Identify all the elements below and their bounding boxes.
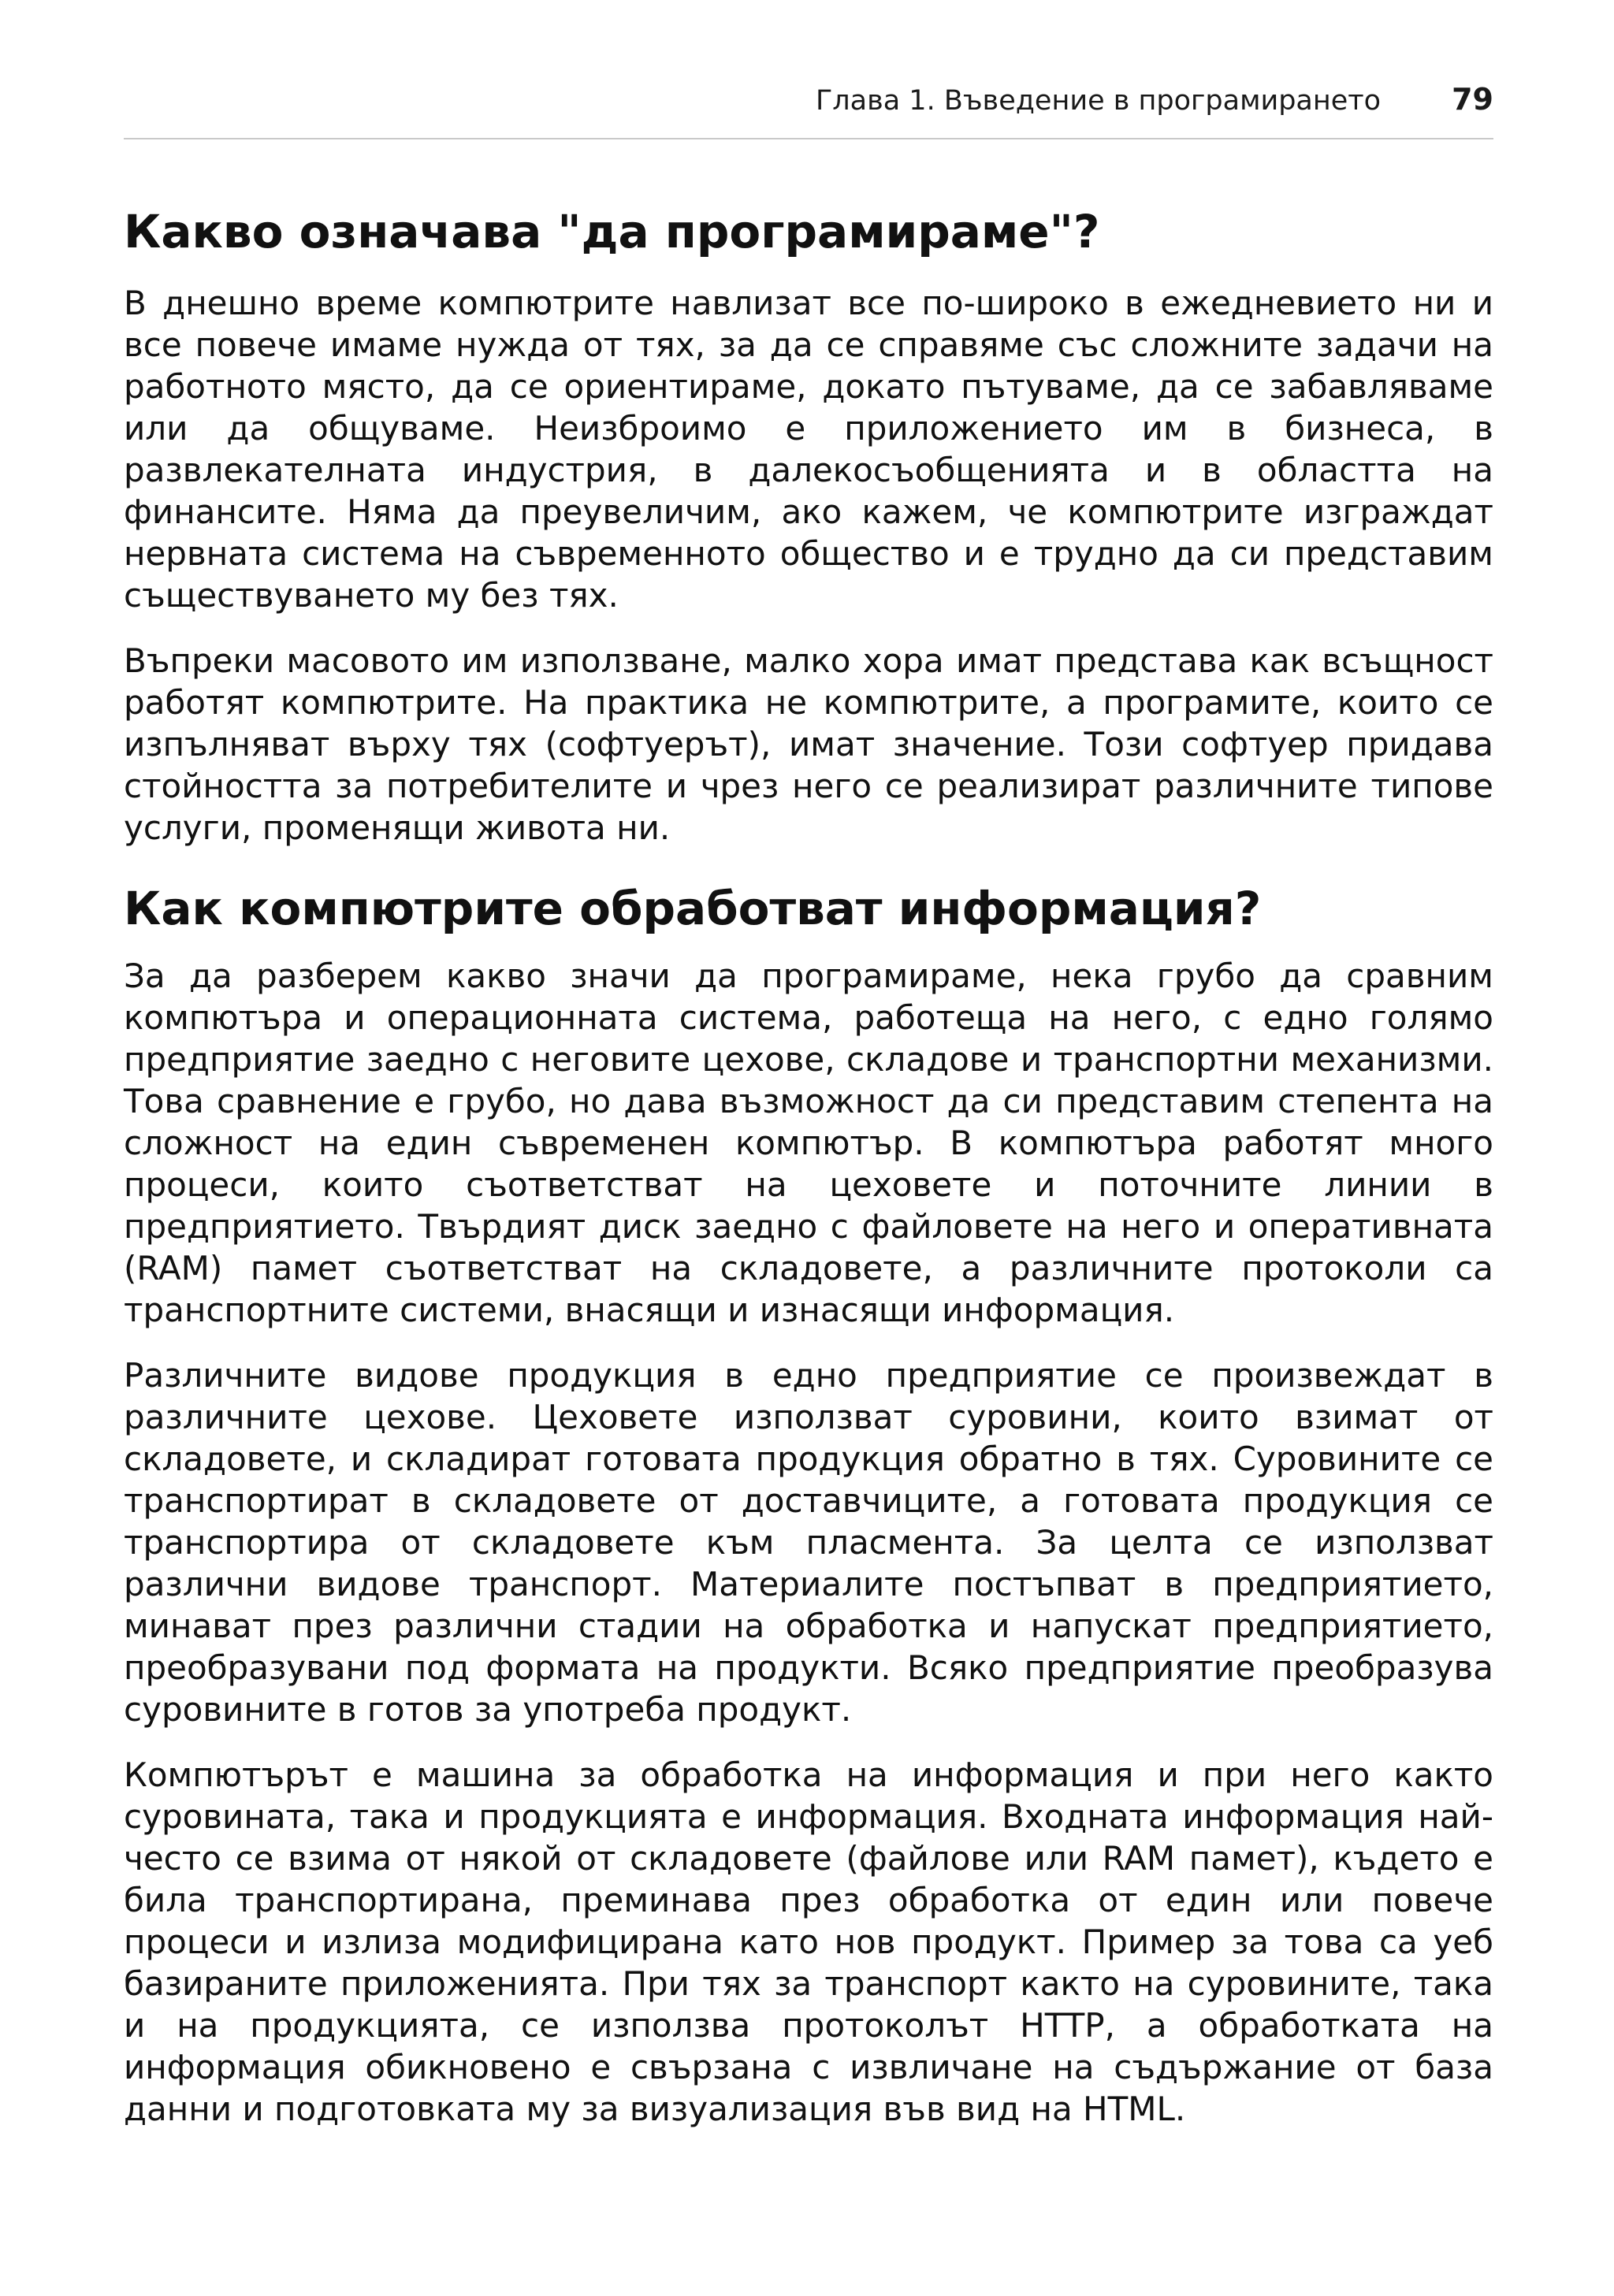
page-content bbox=[124, 205, 1493, 2153]
paragraph: Компютърът е машина за обработка на информация и при него както суровината, така и продукцията е информация. Входната информация най-често се взима от някой от складовете (файлове или RAM памет), където е била транспортирана, преминава през обработка от един или повече процеси и излиза модифицирана като нов продукт. Пример за това са уеб базираните приложенията. При тях за транспорт както на суровините, така и на продукцията, се използва протоколът HTTP, а обработката на информация обикновено е свързана с извличане на съдържание от база данни и подготовката му за визуализация във вид на HTML. bbox=[124, 1755, 1493, 2129]
section-heading-how-computers-process: Как компютрите обработват информация? bbox=[124, 881, 1262, 935]
header-divider bbox=[124, 138, 1493, 139]
paragraph: Различните видове продукция в едно предприятие се произвеждат в различните цехове. Цеховете използват суровини, които взимат от складовете, и складират готовата продукция обратно в тях. Суровините се транспортират в складовете от доставчиците, а готовата продукция се транспортира от складовете към пласмента. За целта се използват различни видове транспорт. Материалите постъпват в предприятието, минават през различни стадии на обработка и напускат предприятието, преобразувани под формата на продукти. Всяко предприятие преобразува суровините в готов за употреба продукт. bbox=[124, 1356, 1493, 1729]
section-heading-what-is-programming: Какво означава "да програмираме"? bbox=[124, 205, 1100, 258]
page-number: 79 bbox=[1452, 82, 1493, 117]
running-header bbox=[124, 82, 1493, 121]
paragraph: За да разберем какво значи да програмираме, нека грубо да сравним компютъра и операционната система, работеща на него, с едно голямо предприятие заедно с неговите цехове, складове и транспортни механизми. Това сравнение е грубо, но дава възможност да си представим степента на сложност на един съвременен компютър. В компютъра работят много процеси, които съответстват на цеховете и поточните линии в предприятието. Твърдият диск заедно с файловете на него и оперативната (RAM) памет съответстват на складовете, а различните протоколи са транспортните системи, внасящи и изнасящи информация. bbox=[124, 957, 1493, 1330]
chapter-title: Глава 1. Въведение в програмирането bbox=[815, 85, 1382, 117]
paragraph: В днешно време компютрите навлизат все по-широко в ежедневието ни и все повече имаме нужда от тях, за да се справяме със сложните задачи на работното място, да се ориентираме, докато пътуваме, да се забавляваме или да общуваме. Неизброимо е приложението им в бизнеса, в развлекателната индустрия, в далекосъобщенията и в областта на финансите. Няма да преувеличим, ако кажем, че компютрите изграждат нервната система на съвременното общество и е трудно да си представим съществуването му без тях. bbox=[124, 283, 1493, 615]
paragraph: Въпреки масовото им използване, малко хора имат представа как всъщност работят компютрите. На практика не компютрите, а програмите, които се изпълняват върху тях (софтуерът), имат значение. Този софтуер придава стойността за потребителите и чрез него се реализират различните типове услуги, променящи живота ни. bbox=[124, 641, 1493, 847]
